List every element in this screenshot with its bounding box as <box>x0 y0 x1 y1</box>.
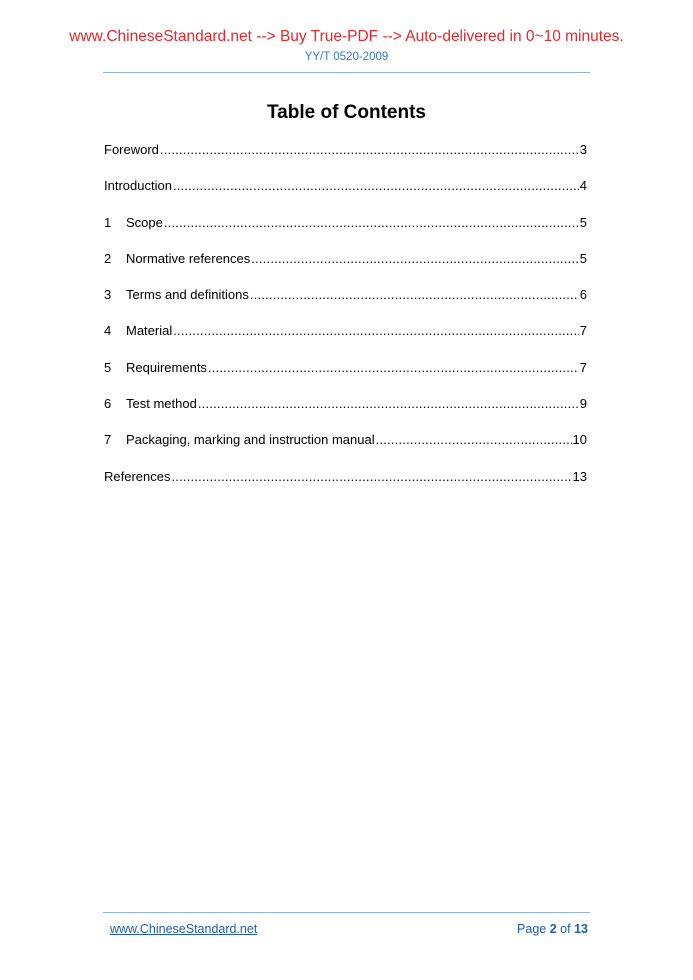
page-indicator <box>517 922 588 936</box>
footer-divider <box>103 912 590 913</box>
toc-entry-number: 6 <box>104 396 112 412</box>
toc-entry-page: 9 <box>579 396 587 412</box>
toc-entry-foreword[interactable] <box>104 141 587 177</box>
toc-entry-page: 3 <box>579 142 587 157</box>
toc-entry-references[interactable] <box>104 468 587 504</box>
toc-leader-dots <box>173 322 579 340</box>
footer-website-link[interactable]: www.ChineseStandard.net <box>110 922 258 936</box>
toc-entry-number: 3 <box>104 287 112 303</box>
toc-leader-dots <box>164 214 579 232</box>
toc-entry-number: 7 <box>104 432 112 448</box>
toc-leader-dots <box>251 250 578 268</box>
toc-leader-dots <box>250 286 579 304</box>
page-title: Table of Contents <box>266 102 427 123</box>
page-of-label: of <box>560 922 571 936</box>
toc-entry-page: 7 <box>579 359 587 375</box>
toc-entry-number: 1 <box>104 214 112 230</box>
toc-entry-number: 2 <box>104 250 112 266</box>
toc-entry-page: 5 <box>579 214 587 230</box>
toc-entry-introduction[interactable] <box>104 177 587 213</box>
toc-entry-title: Terms and definitions <box>126 287 249 303</box>
toc-entry-material[interactable] <box>104 322 587 358</box>
header-divider <box>103 72 590 73</box>
toc-entry-title: Requirements <box>126 359 207 375</box>
toc-entry-title: References <box>104 468 171 484</box>
promo-banner: www.ChineseStandard.net --> Buy True-PDF --> Auto-delivered in 0~10 minutes. <box>69 28 624 45</box>
toc-entry-normative-references[interactable] <box>104 250 587 286</box>
toc-leader-dots <box>198 395 579 413</box>
toc-leader-dots <box>171 468 571 486</box>
toc-entry-packaging[interactable] <box>104 431 587 467</box>
toc-entry-page: 10 <box>572 432 587 448</box>
toc-leader-dots <box>208 359 579 377</box>
toc-entry-title: Packaging, marking and instruction manual <box>126 432 375 448</box>
toc-entry-title: Foreword <box>104 142 159 157</box>
toc-leader-dots <box>173 177 579 195</box>
toc-entry-page: 7 <box>579 323 587 339</box>
toc-entry-page: 6 <box>579 287 587 303</box>
toc-entry-title: Introduction <box>104 178 172 194</box>
toc-entry-terms-and-definitions[interactable] <box>104 286 587 322</box>
toc-entry-page: 13 <box>572 468 587 484</box>
toc-entry-title: Normative references <box>126 250 251 266</box>
toc-entry-title: Material <box>126 323 173 339</box>
toc-entry-title: Test method <box>126 396 197 412</box>
toc-entry-requirements[interactable] <box>104 359 587 395</box>
toc-entry-scope[interactable] <box>104 214 587 250</box>
toc-entry-number: 5 <box>104 359 112 375</box>
toc-entry-page: 5 <box>579 250 587 266</box>
toc-entry-page: 4 <box>579 178 587 194</box>
toc-entry-number: 4 <box>104 323 112 339</box>
toc-entry-title: Scope <box>126 214 163 230</box>
toc-leader-dots <box>376 431 572 449</box>
toc-entry-test-method[interactable] <box>104 395 587 431</box>
current-page-number: 2 <box>549 922 557 936</box>
table-of-contents <box>104 141 587 504</box>
standard-code: YY/T 0520-2009 <box>304 51 389 63</box>
toc-leader-dots <box>160 141 579 159</box>
total-pages-number: 13 <box>574 922 588 936</box>
page-label: Page <box>517 922 547 936</box>
